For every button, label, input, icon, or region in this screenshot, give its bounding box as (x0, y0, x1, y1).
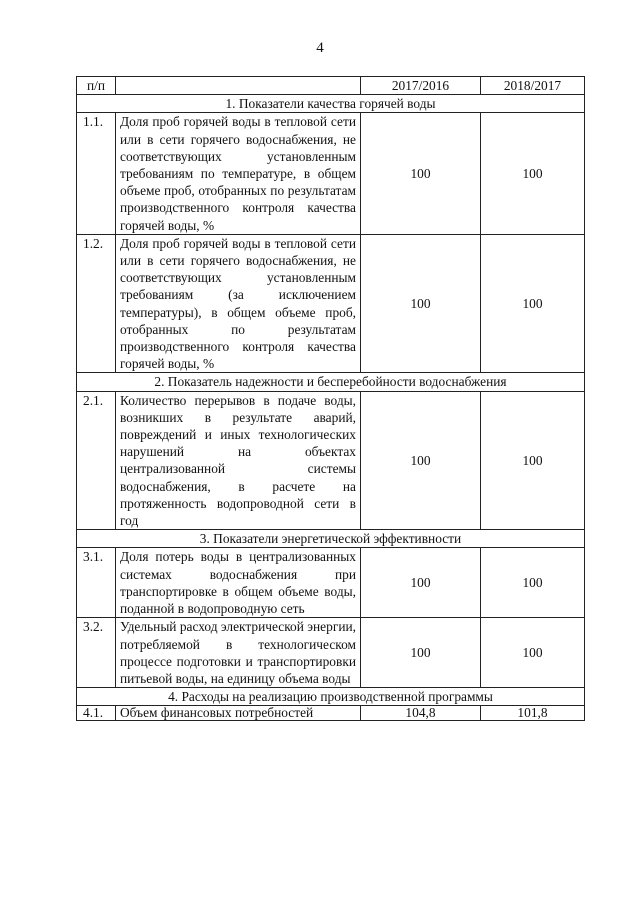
section-title: 4. Расходы на реализацию производственной программы (77, 688, 585, 706)
row-description: Количество перерывов в подаче воды, возникших в результате аварий, повреждений и иных технологических нарушений на объектах централизованной системы водоснабжения, в расчете на протяженность водопроводной сети в год (116, 391, 361, 530)
section-row (77, 688, 585, 706)
indicators-table (76, 76, 585, 721)
section-title: 2. Показатель надежности и бесперебойности водоснабжения (77, 373, 585, 391)
header-num: п/п (77, 77, 116, 95)
table-row (77, 113, 585, 234)
row-description: Доля потерь воды в централизованных системах водоснабжения при транспортировке в общем объеме воды, поданной в водопроводную сеть (116, 548, 361, 618)
row-description: Удельный расход электрической энергии, потребляемой в технологическом процессе подготовки и транспортировки питьевой воды, на единицу объема воды (116, 618, 361, 688)
row-number: 3.2. (77, 618, 116, 688)
table-row (77, 234, 585, 373)
table-row (77, 618, 585, 688)
header-year-2018-2017: 2018/2017 (481, 77, 585, 95)
section-title: 3. Показатели энергетической эффективности (77, 530, 585, 548)
section-row (77, 373, 585, 391)
row-value-2017-2016: 100 (361, 618, 481, 688)
row-description: Доля проб горячей воды в тепловой сети или в сети горячего водоснабжения, не соответствующих установленным требованиям по температуре, в общем объеме проб, отобранных по результатам производственного контроля качества горячей воды, % (116, 113, 361, 234)
row-description: Объем финансовых потребностей (116, 706, 361, 721)
row-value-2017-2016: 100 (361, 113, 481, 234)
header-name (116, 77, 361, 95)
section-row (77, 95, 585, 113)
row-value-2017-2016: 104,8 (361, 706, 481, 721)
table-header-row (77, 77, 585, 95)
row-value-2017-2016: 100 (361, 391, 481, 530)
row-value-2018-2017: 101,8 (481, 706, 585, 721)
table-row (77, 548, 585, 618)
row-number: 1.1. (77, 113, 116, 234)
row-value-2018-2017: 100 (481, 391, 585, 530)
page-number: 4 (316, 40, 324, 56)
row-number: 3.1. (77, 548, 116, 618)
section-row (77, 530, 585, 548)
row-value-2018-2017: 100 (481, 618, 585, 688)
row-number: 1.2. (77, 234, 116, 373)
row-value-2018-2017: 100 (481, 548, 585, 618)
row-number: 4.1. (77, 706, 116, 721)
row-number: 2.1. (77, 391, 116, 530)
table-row (77, 391, 585, 530)
row-value-2017-2016: 100 (361, 548, 481, 618)
header-year-2017-2016: 2017/2016 (361, 77, 481, 95)
row-description: Доля проб горячей воды в тепловой сети или в сети горячего водоснабжения, не соответствующих установленным требованиям (за исключением температуры), в общем объеме проб, отобранных по результатам производственного контроля качества горячей воды, % (116, 234, 361, 373)
row-value-2017-2016: 100 (361, 234, 481, 373)
row-value-2018-2017: 100 (481, 234, 585, 373)
row-value-2018-2017: 100 (481, 113, 585, 234)
section-title: 1. Показатели качества горячей воды (77, 95, 585, 113)
table-row (77, 706, 585, 721)
